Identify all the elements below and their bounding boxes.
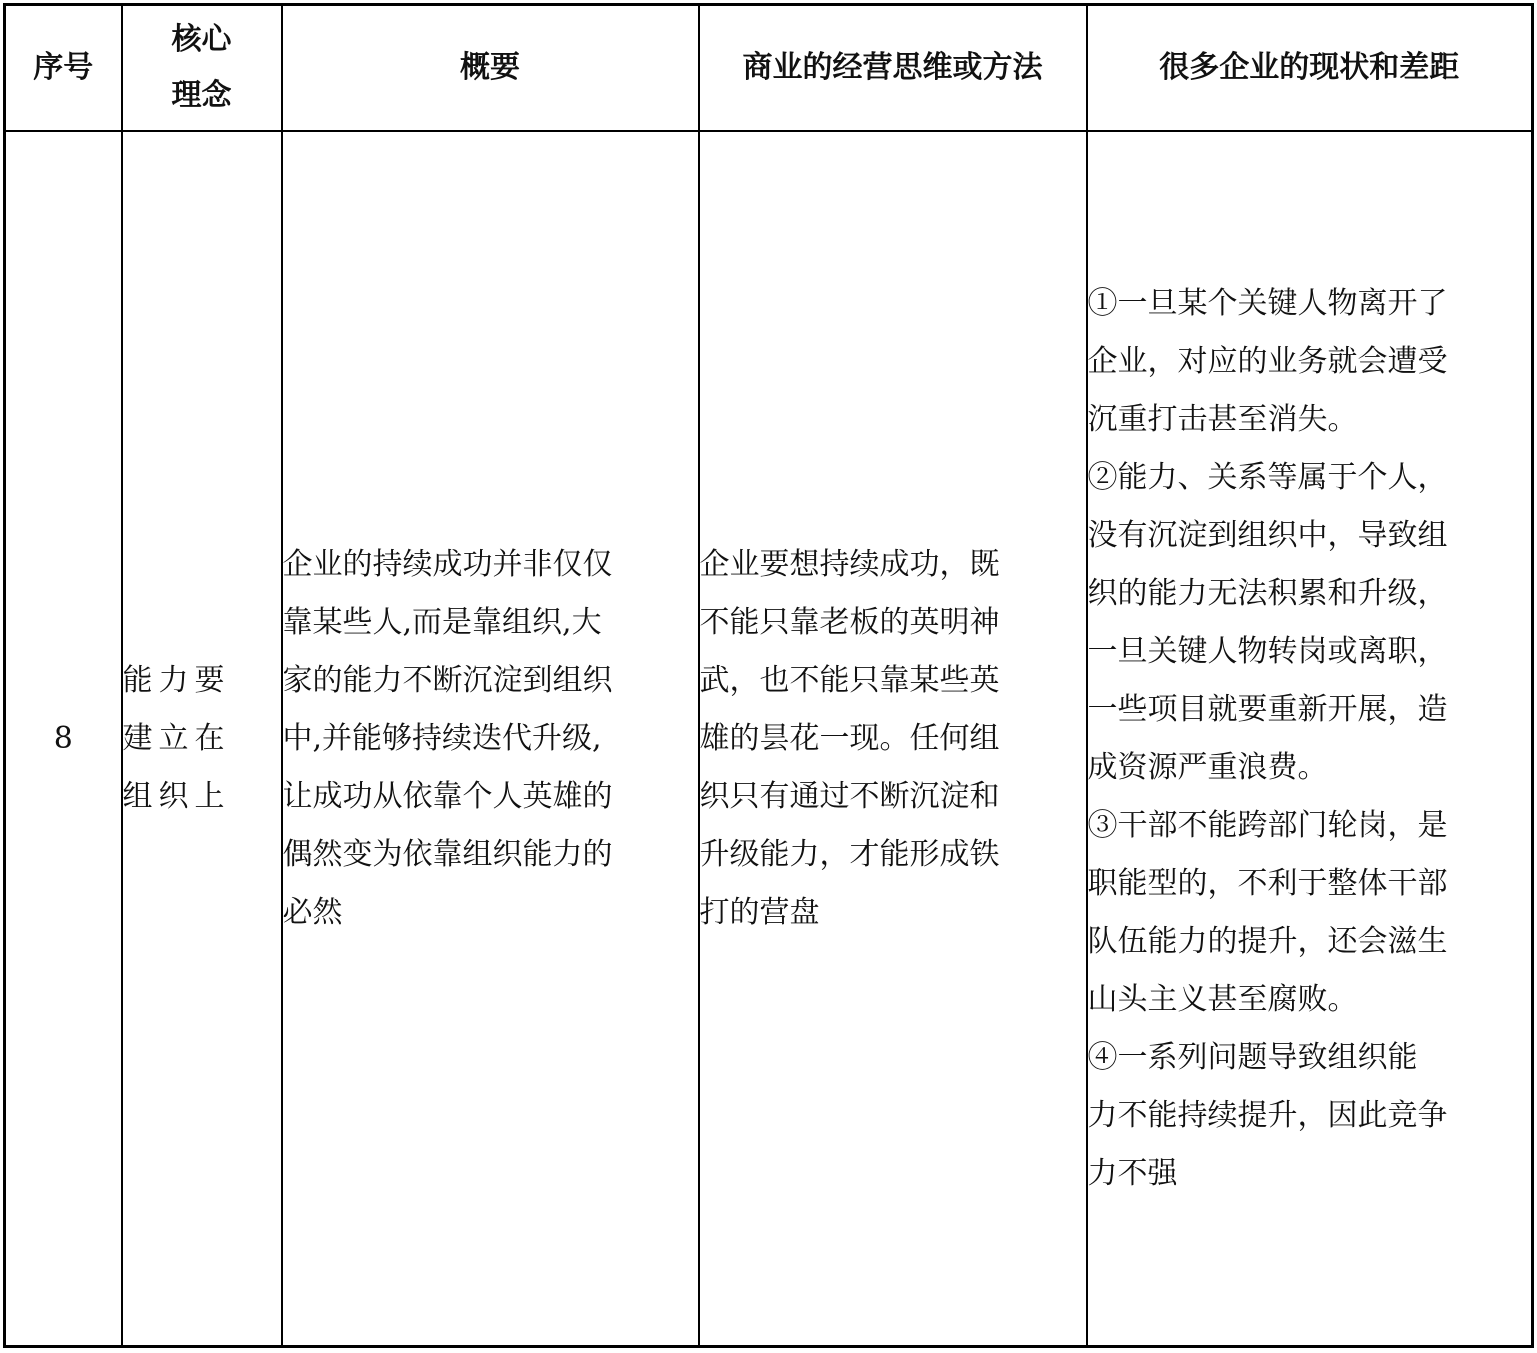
header-concept-line: 核心 xyxy=(171,22,232,57)
status-line: 职能型的，不利于整体干部 xyxy=(1087,865,1448,901)
concept-line: 能力要 xyxy=(122,662,231,698)
summary-line: 必然 xyxy=(282,894,343,930)
status-line: ④一系列问题导致组织能 xyxy=(1087,1039,1418,1075)
method-line: 雄的昙花一现。任何组 xyxy=(699,720,1000,756)
method-line: 企业要想持续成功，既 xyxy=(699,546,1000,582)
status-line: 一些项目就要重新开展，造 xyxy=(1087,691,1448,727)
status-line: ③干部不能跨部门轮岗，是 xyxy=(1087,807,1448,843)
status-line: 织的能力无法积累和升级， xyxy=(1087,575,1448,611)
method-line: 打的营盘 xyxy=(699,894,820,930)
header-method: 商业的经营思维或方法 xyxy=(699,5,1087,132)
method-line: 织只有通过不断沉淀和 xyxy=(699,778,1000,814)
status-line: 一旦关键人物转岗或离职， xyxy=(1087,633,1448,669)
status-line: 力不强 xyxy=(1087,1155,1178,1191)
status-line: 企业，对应的业务就会遭受 xyxy=(1087,343,1448,379)
cell-method xyxy=(699,131,1087,1347)
status-line: 成资源严重浪费。 xyxy=(1087,749,1328,785)
concept-line: 组织上 xyxy=(122,778,231,814)
cell-concept xyxy=(122,131,282,1347)
status-line: 队伍能力的提升，还会滋生 xyxy=(1087,923,1448,959)
summary-line: 家的能力不断沉淀到组织 xyxy=(282,662,613,698)
summary-line: 中,并能够持续迭代升级, xyxy=(282,720,602,756)
cell-status xyxy=(1087,131,1533,1347)
summary-line: 企业的持续成功并非仅仅 xyxy=(282,546,613,582)
status-line: ①一旦某个关键人物离开了 xyxy=(1087,285,1448,321)
cell-seq: 8 xyxy=(5,131,122,1347)
concept-line: 建立在 xyxy=(122,720,231,756)
method-line: 升级能力，才能形成铁 xyxy=(699,836,1000,872)
cell-summary xyxy=(282,131,699,1347)
status-line: 山头主义甚至腐败。 xyxy=(1087,981,1358,1017)
header-concept-line: 理念 xyxy=(171,78,232,113)
status-line: 沉重打击甚至消失。 xyxy=(1087,401,1358,437)
summary-line: 偶然变为依靠组织能力的 xyxy=(282,836,613,872)
header-seq: 序号 xyxy=(5,5,122,132)
summary-line: 让成功从依靠个人英雄的 xyxy=(282,778,613,814)
summary-line: 靠某些人,而是靠组织,大 xyxy=(282,604,602,640)
header-summary: 概要 xyxy=(282,5,699,132)
header-status: 很多企业的现状和差距 xyxy=(1087,5,1533,132)
status-line: ②能力、关系等属于个人， xyxy=(1087,459,1448,495)
method-line: 不能只靠老板的英明神 xyxy=(699,604,1000,640)
header-concept xyxy=(122,5,282,132)
table-row xyxy=(5,131,1533,1347)
status-line: 力不能持续提升，因此竞争 xyxy=(1087,1097,1448,1133)
header-row xyxy=(5,5,1533,132)
content-table xyxy=(3,3,1534,1348)
method-line: 武，也不能只靠某些英 xyxy=(699,662,1000,698)
status-line: 没有沉淀到组织中，导致组 xyxy=(1087,517,1448,553)
